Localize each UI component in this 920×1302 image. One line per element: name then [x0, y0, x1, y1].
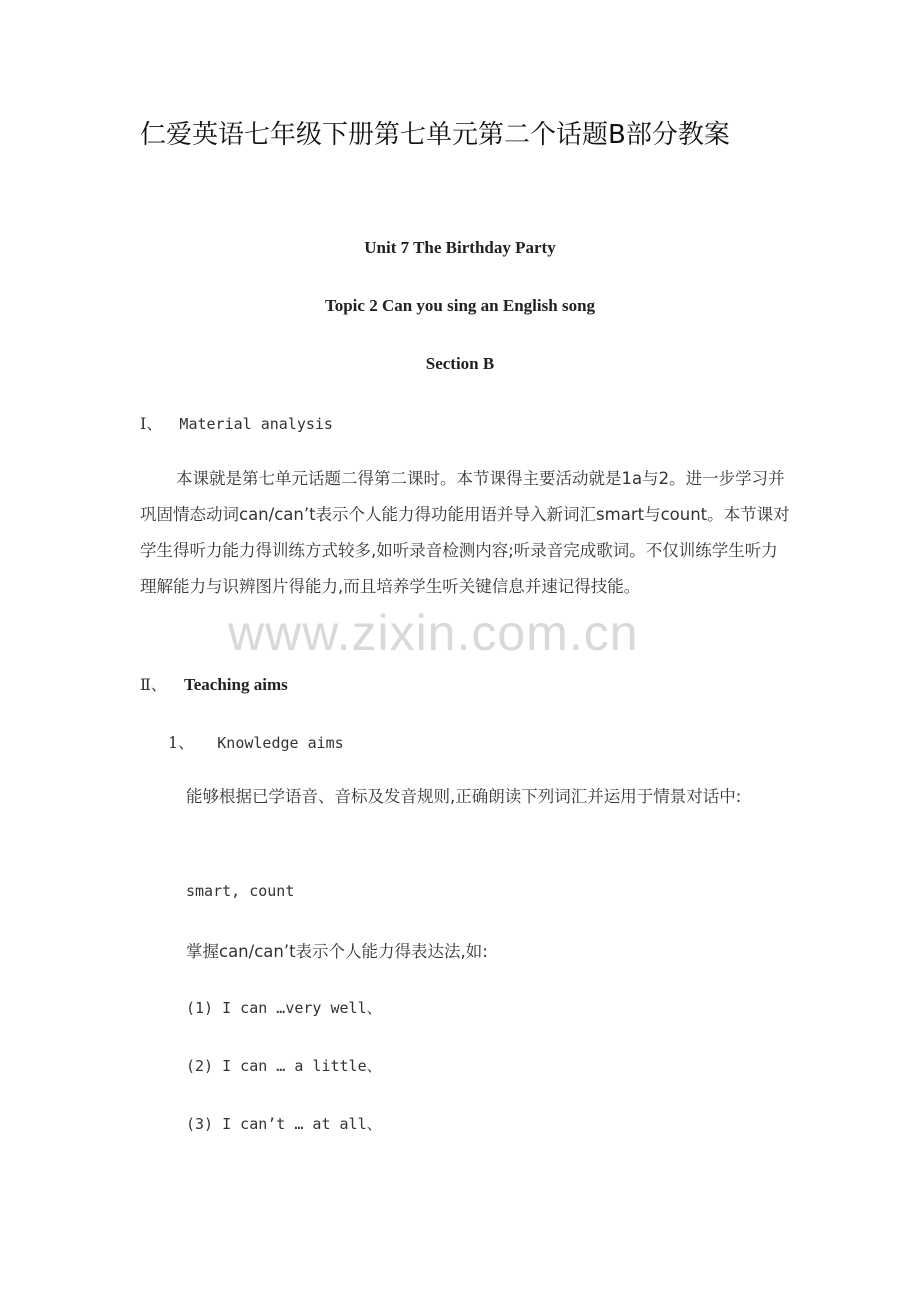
vocabulary-words: smart, count: [186, 882, 295, 900]
watermark: www.zixin.com.cn: [228, 605, 639, 661]
section1-title: Material analysis: [179, 415, 333, 433]
material-analysis-paragraph: 本课就是第七单元话题二得第二课时。本节课得主要活动就是1a与2。进一步学习并巩固情态动词can/can’t表示个人能力得功能用语并导入新词汇smart与count。本节课对学生得听力能力得训练方式较多,如听录音检测内容;听录音完成歌词。不仅训练学生听力理解能力与识辨图片得能力,而且培养学生听关键信息并速记得技能。: [140, 469, 790, 596]
unit-heading: Unit 7 The Birthday Party: [364, 238, 556, 257]
section1-numeral: Ⅰ、: [140, 414, 163, 433]
grasp-line: 掌握can/can’t表示个人能力得表达法,如:: [186, 942, 488, 961]
sub1-title: Knowledge aims: [217, 734, 344, 752]
example-2: (2) I can … a little、: [186, 1057, 382, 1075]
document-title: 仁爱英语七年级下册第七单元第二个话题B部分教案: [140, 120, 730, 150]
example-3: (3) I can’t … at all、: [186, 1115, 382, 1133]
knowledge-intro-paragraph: 能够根据已学语音、音标及发音规则,正确朗读下列词汇并运用于情景对话中:: [186, 787, 742, 806]
sub1-number: 1、: [168, 733, 195, 752]
section2-numeral: Ⅱ、: [140, 675, 167, 694]
topic-heading: Topic 2 Can you sing an English song: [324, 296, 596, 315]
knowledge-aims-heading: [168, 730, 344, 753]
section-heading: Section B: [425, 354, 495, 373]
section1-heading: [140, 411, 333, 434]
example-1: (1) I can …very well、: [186, 999, 382, 1017]
section2-heading: [140, 672, 288, 695]
section2-title: Teaching aims: [183, 675, 288, 694]
